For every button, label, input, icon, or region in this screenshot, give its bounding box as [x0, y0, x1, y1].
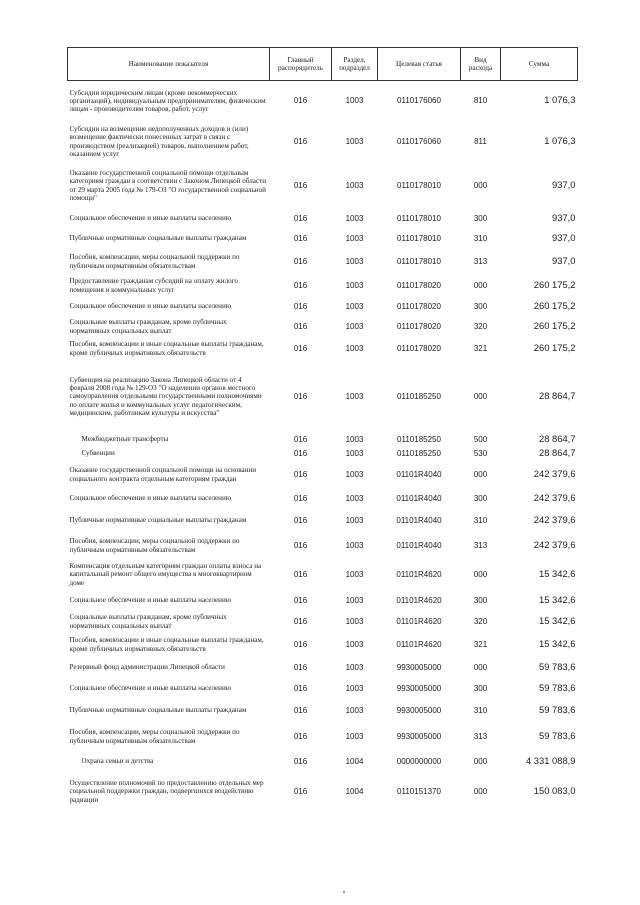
header-name: Наименование показателя	[68, 48, 270, 81]
row-main-admin: 016	[293, 756, 308, 766]
row-target: 0110185250	[397, 391, 441, 401]
row-amount: 260 175,2	[533, 342, 576, 354]
row-main-admin: 016	[293, 683, 308, 693]
row-expense-type: 320	[473, 616, 488, 626]
row-expense-type: 000	[473, 280, 488, 290]
row-main-admin: 016	[293, 434, 308, 444]
row-main-admin: 016	[293, 256, 308, 266]
table-row	[68, 723, 578, 751]
table-row	[68, 337, 578, 361]
table-row	[68, 361, 578, 433]
header-target: Целевая статья	[378, 48, 461, 81]
row-expense-type: 000	[473, 391, 488, 401]
table-row	[68, 751, 578, 773]
row-main-admin: 016	[293, 595, 308, 605]
row-amount: 15 342,6	[539, 638, 576, 650]
row-expense-type: 810	[473, 96, 488, 106]
row-main-admin: 016	[293, 731, 308, 741]
table-row	[68, 317, 578, 337]
row-section: 1003	[345, 493, 364, 503]
row-amount: 4 331 088,9	[525, 755, 576, 767]
row-amount: 15 342,6	[539, 615, 576, 627]
row-expense-type: 000	[473, 569, 488, 579]
row-amount: 260 175,2	[533, 320, 576, 332]
row-main-admin: 016	[293, 136, 308, 146]
row-section: 1003	[345, 540, 364, 550]
row-expense-type: 313	[473, 256, 488, 266]
row-section: 1003	[345, 256, 364, 266]
row-target: 0110151370	[397, 786, 441, 796]
row-amount: 937,0	[552, 232, 576, 244]
table-row	[68, 633, 578, 657]
row-target: 01101R4040	[396, 540, 442, 550]
row-target: 01101R4040	[396, 469, 442, 479]
row-section: 1003	[345, 96, 364, 106]
row-name: Предоставление гражданам субсидий на оплату жилого помещения и коммунальных услуг	[69, 277, 238, 294]
row-target: 0110185250	[397, 434, 441, 444]
row-name: Публичные нормативные социальные выплаты гражданам	[69, 706, 247, 715]
row-target: 9930005000	[396, 705, 442, 715]
row-target: 01101R4620	[396, 616, 442, 626]
row-main-admin: 016	[293, 180, 308, 190]
row-name: Компенсация отдельным категориям граждан оплаты взноса на капитальный ремонт общего имущества в многоквартирном доме	[69, 562, 262, 587]
row-target: 01101R4040	[396, 493, 442, 503]
row-section: 1003	[345, 180, 364, 190]
row-target: 0110178010	[397, 256, 441, 266]
row-section: 1004	[345, 786, 364, 796]
row-amount: 260 175,2	[533, 279, 576, 291]
row-target: 0110178020	[397, 280, 441, 290]
row-name: Пособия, компенсации, меры социальной поддержки по публичным нормативным обязательствам	[69, 728, 240, 745]
table-row	[68, 533, 578, 559]
table-row	[68, 121, 578, 163]
row-expense-type: 300	[473, 683, 488, 693]
header-expense-type: Вид расхода	[461, 48, 501, 81]
row-main-admin: 016	[293, 448, 308, 458]
header-main-admin: Главный распорядитель	[270, 48, 332, 81]
row-expense-type: 300	[473, 595, 488, 605]
row-target: 9930005000	[396, 683, 442, 693]
row-section: 1003	[345, 343, 364, 353]
row-expense-type: 300	[473, 213, 488, 223]
row-amount: 937,0	[552, 212, 576, 224]
table-row	[68, 275, 578, 297]
row-name: Резервный фонд администрации Липецкой области	[69, 663, 225, 672]
table-row	[68, 209, 578, 229]
row-expense-type: 310	[473, 233, 488, 243]
row-expense-type: 313	[473, 731, 488, 741]
row-target: 9930005000	[396, 731, 442, 741]
row-expense-type: 000	[473, 180, 488, 190]
table-row	[68, 509, 578, 533]
row-main-admin: 016	[293, 96, 308, 106]
row-target: 0000000000	[396, 756, 442, 766]
row-amount: 937,0	[552, 255, 576, 267]
row-expense-type: 000	[473, 469, 488, 479]
row-section: 1004	[345, 756, 364, 766]
table-row	[68, 447, 578, 461]
row-name: Социальное обеспечение и иные выплаты населению	[69, 302, 232, 311]
row-target: 9930005000	[396, 662, 442, 672]
row-expense-type: 321	[473, 639, 488, 649]
row-name: Осуществление полномочий по предоставлению отдельных мер социальной поддержки граждан, подвергшихся воздействию радиации	[69, 779, 264, 804]
row-amount: 937,0	[552, 179, 576, 191]
row-section: 1003	[345, 595, 364, 605]
row-main-admin: 016	[293, 301, 308, 311]
row-target: 0110178010	[397, 180, 441, 190]
row-section: 1003	[345, 213, 364, 223]
row-main-admin: 016	[293, 616, 308, 626]
row-expense-type: 000	[473, 756, 488, 766]
row-target: 0110178010	[397, 213, 441, 223]
row-section: 1003	[345, 434, 364, 444]
row-expense-type: 811	[474, 136, 487, 146]
table-row	[68, 297, 578, 317]
row-amount: 59 783,6	[539, 730, 576, 742]
row-amount: 28 864,7	[539, 447, 576, 459]
row-name: Субвенции	[81, 449, 115, 458]
row-target: 0110178020	[397, 301, 441, 311]
row-section: 1003	[345, 391, 364, 401]
row-main-admin: 016	[293, 213, 308, 223]
row-section: 1003	[345, 469, 364, 479]
row-name: Оказание государственной социальной помощи отдельным категориям граждан в соответствии с Законом Липецкой области от 29 марта 2005 года № 179-ОЗ "О государственной социальной помощи"	[69, 169, 267, 202]
row-amount: 1 076,3	[544, 94, 576, 106]
row-amount: 15 342,6	[539, 594, 576, 606]
row-section: 1003	[345, 705, 364, 715]
row-main-admin: 016	[293, 343, 308, 353]
budget-table	[67, 47, 578, 811]
row-target: 01101R4620	[396, 639, 442, 649]
row-name: Пособия, компенсации и иные социальные выплаты гражданам, кроме публичных нормативных обязательств	[69, 636, 264, 653]
table-row	[68, 611, 578, 633]
row-section: 1003	[345, 639, 364, 649]
row-main-admin: 016	[293, 321, 308, 331]
header-section: Раздел, подраздел	[332, 48, 378, 81]
row-target: 0110178010	[397, 233, 441, 243]
row-expense-type: 321	[473, 343, 488, 353]
row-section: 1003	[345, 448, 364, 458]
row-name: Охрана семьи и детства	[81, 757, 154, 766]
row-section: 1003	[345, 136, 364, 146]
row-section: 1003	[345, 731, 364, 741]
row-section: 1003	[345, 569, 364, 579]
row-main-admin: 016	[293, 280, 308, 290]
row-target: 0110178020	[397, 343, 441, 353]
row-name: Социальные выплаты гражданам, кроме публичных нормативных социальных выплат	[69, 613, 227, 630]
row-name: Пособия, компенсации, меры социальной поддержки по публичным нормативным обязательствам	[69, 253, 240, 270]
row-target: 01101R4040	[396, 515, 442, 525]
row-section: 1003	[345, 515, 364, 525]
row-main-admin: 016	[293, 569, 308, 579]
row-expense-type: 500	[473, 434, 488, 444]
row-amount: 28 864,7	[539, 390, 576, 402]
row-main-admin: 016	[293, 540, 308, 550]
row-name: Социальные выплаты гражданам, кроме публичных нормативных социальных выплат	[69, 318, 227, 335]
row-amount: 242 379,6	[533, 492, 576, 504]
table-row	[68, 591, 578, 611]
row-main-admin: 016	[293, 233, 308, 243]
row-amount: 150 083,0	[533, 785, 576, 797]
row-name: Межбюджетные трансферты	[81, 435, 169, 444]
row-amount: 242 379,6	[533, 539, 576, 551]
row-section: 1003	[345, 616, 364, 626]
row-name: Оказание государственной социальной помощи на основании социального контракта отдельным категориям граждан	[69, 466, 257, 483]
table-row	[68, 229, 578, 249]
row-name: Социальное обеспечение и иные выплаты населению	[69, 494, 232, 503]
row-expense-type: 300	[473, 493, 488, 503]
row-main-admin: 016	[293, 515, 308, 525]
row-target: 0110178020	[397, 321, 441, 331]
table-row	[68, 657, 578, 679]
row-main-admin: 016	[293, 786, 308, 796]
row-name: Социальное обеспечение и иные выплаты населению	[69, 596, 232, 605]
row-name: Социальное обеспечение и иные выплаты населению	[69, 214, 232, 223]
table-row	[68, 249, 578, 275]
row-section: 1003	[345, 662, 364, 672]
row-section: 1003	[345, 301, 364, 311]
row-expense-type: 000	[473, 662, 488, 672]
row-expense-type: 320	[473, 321, 488, 331]
row-section: 1003	[345, 683, 364, 693]
row-amount: 59 783,6	[539, 682, 576, 694]
row-name: Публичные нормативные социальные выплаты гражданам	[69, 516, 247, 525]
table-row	[68, 699, 578, 723]
table-row	[68, 433, 578, 447]
row-expense-type: 530	[473, 448, 488, 458]
row-name: Публичные нормативные социальные выплаты гражданам	[69, 234, 247, 243]
row-name: Субвенция на реализацию Закона Липецкой области от 4 февраля 2008 года № 129-ОЗ "О наделении органов местного самоуправления отдельными государственными полномочиями по оплате жилья и коммунальных услуг педагогическим, медицинским, работникам культуры и искусства"	[69, 376, 262, 417]
row-amount: 15 342,6	[539, 568, 576, 580]
row-main-admin: 016	[293, 469, 308, 479]
row-name: Субсидии на возмещение недополученных доходов и (или) возмещение фактически понесенных затрат в связи с производством (реализацией) товаров, выполнением работ, оказанием услуг	[69, 125, 249, 158]
row-amount: 1 076,3	[544, 135, 576, 147]
row-name: Социальное обеспечение и иные выплаты населению	[69, 684, 232, 693]
row-name: Субсидии юридическим лицам (кроме некоммерческих организаций), индивидуальным предпринимателям, физическим лицам - производителям товаров, работ, услуг	[69, 88, 266, 113]
row-expense-type: 310	[473, 705, 488, 715]
table-row	[68, 489, 578, 509]
row-amount: 59 783,6	[539, 661, 576, 673]
row-main-admin: 016	[293, 391, 308, 401]
row-expense-type: 310	[473, 515, 488, 525]
row-expense-type: 313	[473, 540, 488, 550]
row-main-admin: 016	[293, 493, 308, 503]
table-row	[68, 773, 578, 811]
row-main-admin: 016	[293, 705, 308, 715]
table-row	[68, 163, 578, 209]
row-target: 01101R4620	[396, 595, 442, 605]
header-amount: Сумма	[501, 48, 578, 81]
row-section: 1003	[345, 280, 364, 290]
row-amount: 242 379,6	[533, 514, 576, 526]
row-main-admin: 016	[293, 639, 308, 649]
row-expense-type: 000	[473, 786, 488, 796]
table-row	[68, 559, 578, 591]
row-expense-type: 300	[473, 301, 488, 311]
row-section: 1003	[345, 321, 364, 331]
row-amount: 242 379,6	[533, 468, 576, 480]
row-main-admin: 016	[293, 662, 308, 672]
row-name: Пособия, компенсации, меры социальной поддержки по публичным нормативным обязательствам	[69, 537, 240, 554]
row-amount: 59 783,6	[539, 704, 576, 716]
table-row	[68, 461, 578, 489]
row-amount: 28 864,7	[539, 433, 576, 445]
row-target: 0110176060	[397, 96, 441, 106]
scan-dot	[343, 891, 345, 893]
row-section: 1003	[345, 233, 364, 243]
row-target: 0110185250	[397, 448, 441, 458]
row-amount: 260 175,2	[533, 300, 576, 312]
table-header-row	[68, 48, 578, 81]
table-row	[68, 81, 578, 121]
table-row	[68, 679, 578, 699]
row-target: 01101R4620	[396, 569, 442, 579]
row-name: Пособия, компенсации и иные социальные выплаты гражданам, кроме публичных нормативных обязательств	[69, 340, 264, 357]
row-target: 0110176060	[397, 136, 441, 146]
